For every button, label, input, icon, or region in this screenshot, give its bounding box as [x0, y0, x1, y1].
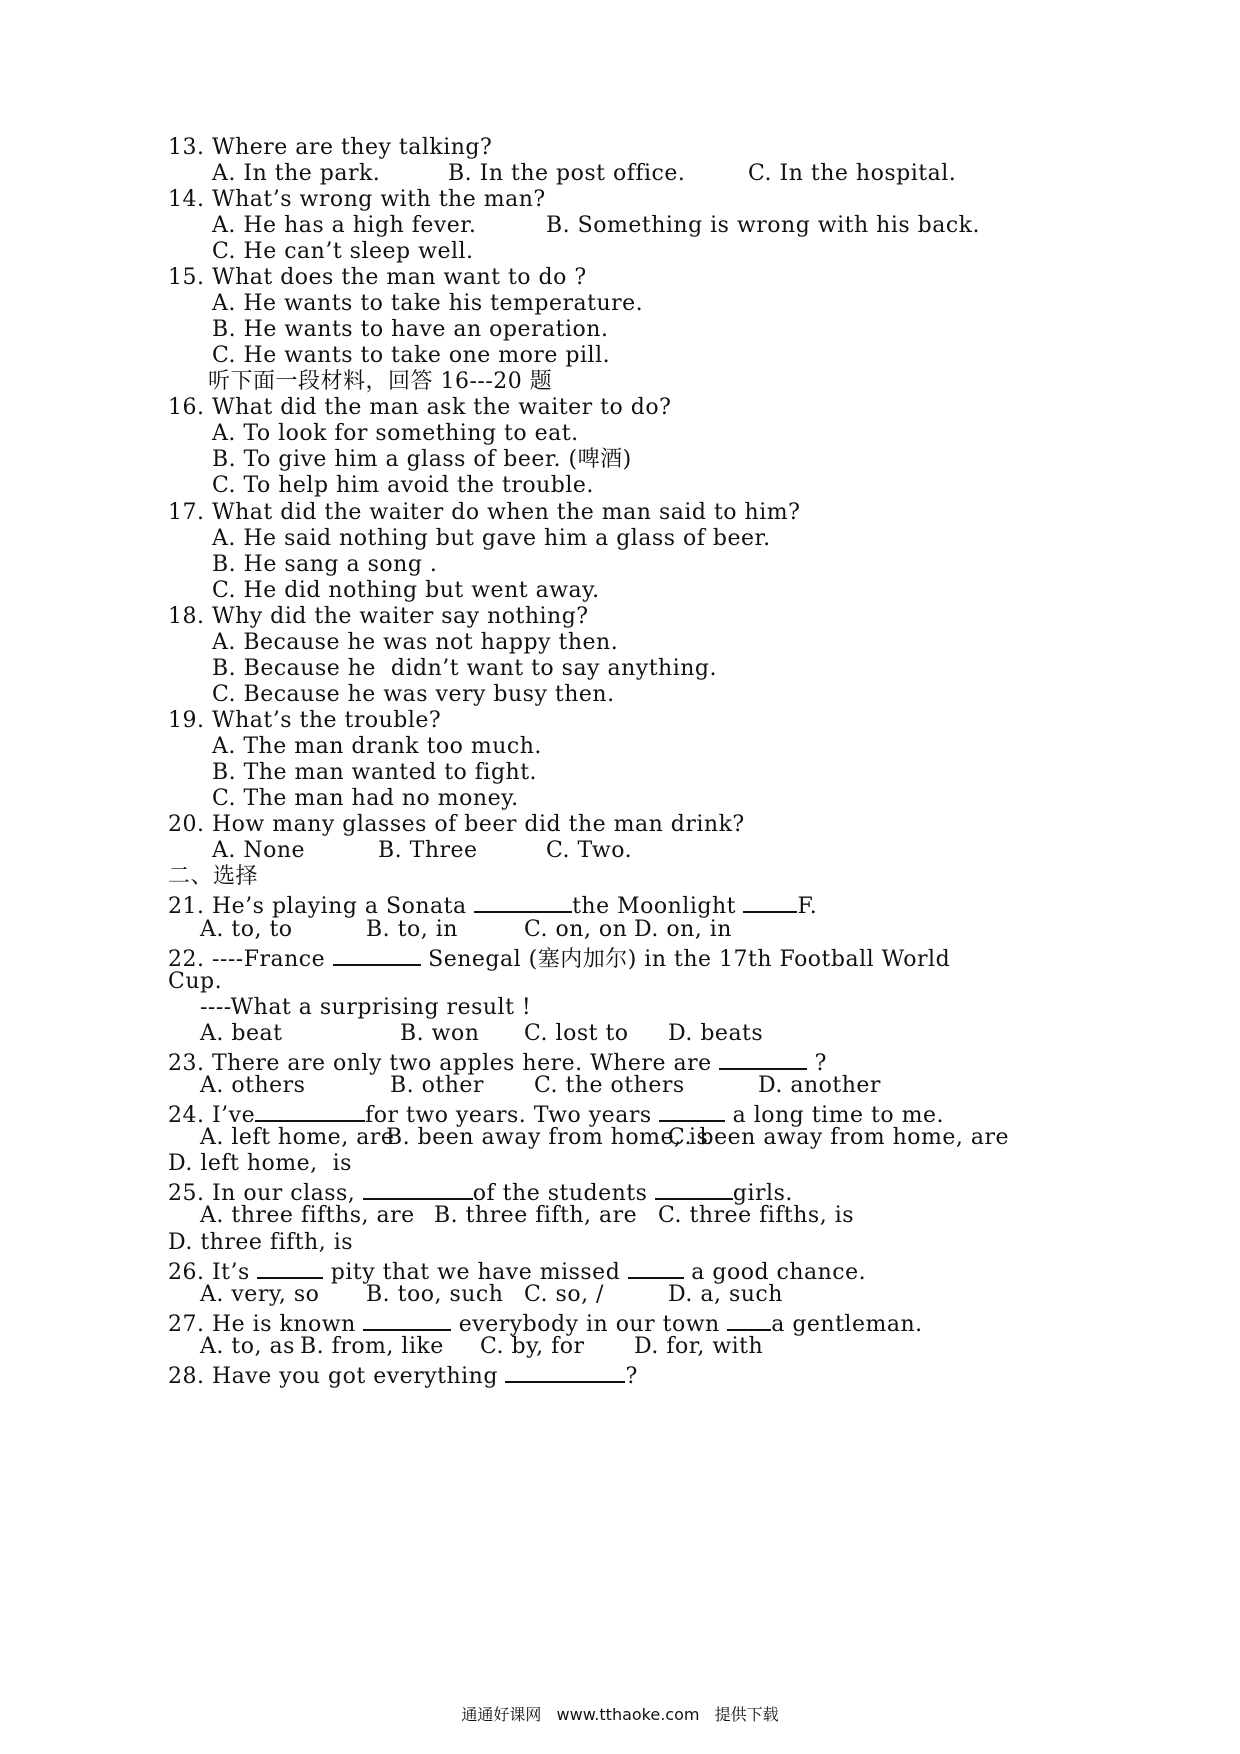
question-22-stem-cont: Cup. [168, 969, 223, 994]
question-26-option-a: A. very, so [200, 1282, 320, 1307]
question-21-option-d: D. on, in [634, 917, 732, 942]
question-26-option-c: C. so, / [524, 1282, 604, 1307]
question-27-option-b: B. from, like [300, 1334, 444, 1359]
question-17-option-a: A. He said nothing but gave him a glass of beer. [212, 526, 771, 551]
question-23-option-a: A. others [200, 1073, 306, 1098]
question-22-stem: 22. ----France Senegal (塞内加尔) in the 17th Football World [168, 942, 950, 974]
question-15-option-b: B. He wants to have an operation. [212, 317, 609, 342]
question-21-stem: 21. He’s playing a Sonata the Moonlight F. [168, 889, 817, 921]
question-21-option-c: C. on, on [524, 917, 628, 942]
question-21-option-b: B. to, in [366, 917, 458, 942]
question-26-option-d: D. a, such [668, 1282, 783, 1307]
question-27-option-a: A. to, as [200, 1334, 295, 1359]
question-25-option-a: A. three fifths, are [200, 1203, 415, 1228]
footer-url[interactable]: www.tthaoke.com [556, 1705, 700, 1724]
question-22-response: ----What a surprising result ! [200, 995, 532, 1020]
question-24-option-c: C. been away from home, are [668, 1125, 1009, 1150]
answer-blank[interactable] [719, 1046, 807, 1070]
question-19-stem: 19. What’s the trouble? [168, 708, 442, 733]
answer-blank[interactable] [363, 1307, 451, 1331]
page-footer [0, 1702, 1240, 1725]
answer-blank[interactable] [363, 1176, 473, 1200]
question-17-option-c: C. He did nothing but went away. [212, 578, 600, 603]
answer-blank[interactable] [474, 889, 572, 913]
question-24-option-b: B. been away from home, is [386, 1125, 709, 1150]
footer-site-name: 通通好课网 [461, 1705, 542, 1724]
question-13-stem: 13. Where are they talking? [168, 135, 493, 160]
section-instruction-16-20: 听下面一段材料，回答 16---20 题 [208, 369, 553, 394]
question-16-stem: 16. What did the man ask the waiter to do? [168, 395, 672, 420]
question-22-option-c: C. lost to [524, 1021, 629, 1046]
question-20-option-b: B. Three [378, 838, 478, 863]
question-25-option-b: B. three fifth, are [434, 1203, 638, 1228]
answer-blank[interactable] [659, 1098, 725, 1122]
question-27-stem: 27. He is known everybody in our town a gentleman. [168, 1307, 923, 1339]
question-20-option-c: C. Two. [546, 838, 633, 863]
question-25-option-c: C. three fifths, is [658, 1203, 855, 1228]
question-25-option-d: D. three fifth, is [168, 1230, 354, 1255]
question-18-stem: 18. Why did the waiter say nothing? [168, 604, 589, 629]
question-23-option-c: C. the others [534, 1073, 685, 1098]
answer-blank[interactable] [655, 1176, 733, 1200]
question-26-option-b: B. too, such [366, 1282, 504, 1307]
question-13-option-c: C. In the hospital. [748, 161, 957, 186]
question-27-option-c: C. by, for [480, 1334, 585, 1359]
question-20-stem: 20. How many glasses of beer did the man drink? [168, 812, 745, 837]
question-26-stem: 26. It’s pity that we have missed a good chance. [168, 1255, 866, 1287]
question-15-option-a: A. He wants to take his temperature. [212, 291, 644, 316]
question-24-stem: 24. I’ve for two years. Two years a long time to me. [168, 1098, 944, 1130]
question-18-option-a: A. Because he was not happy then. [212, 630, 619, 655]
question-13-option-b: B. In the post office. [448, 161, 686, 186]
question-14-stem: 14. What’s wrong with the man? [168, 187, 546, 212]
answer-blank[interactable] [257, 1255, 323, 1279]
answer-blank[interactable] [628, 1255, 684, 1279]
question-19-option-b: B. The man wanted to fight. [212, 760, 538, 785]
question-18-option-c: C. Because he was very busy then. [212, 682, 615, 707]
question-20-option-a: A. None [212, 838, 306, 863]
question-16-option-a: A. To look for something to eat. [212, 421, 579, 446]
question-28-stem: 28. Have you got everything ? [168, 1359, 638, 1391]
question-15-option-c: C. He wants to take one more pill. [212, 343, 611, 368]
question-14-option-b: B. Something is wrong with his back. [546, 213, 981, 238]
question-15-stem: 15. What does the man want to do ? [168, 265, 587, 290]
answer-blank[interactable] [333, 942, 421, 966]
footer-note: 提供下载 [714, 1705, 779, 1724]
answer-blank[interactable] [255, 1098, 365, 1122]
question-14-option-c: C. He can’t sleep well. [212, 239, 474, 264]
question-25-stem: 25. In our class, of the students girls. [168, 1176, 793, 1208]
question-23-stem: 23. There are only two apples here. Where are ? [168, 1046, 827, 1078]
question-22-option-b: B. won [400, 1021, 480, 1046]
question-24-option-d: D. left home, is [168, 1151, 352, 1176]
question-16-option-c: C. To help him avoid the trouble. [212, 473, 594, 498]
answer-blank[interactable] [743, 889, 797, 913]
question-19-option-a: A. The man drank too much. [212, 734, 542, 759]
section-2-heading: 二、选择 [168, 864, 259, 889]
question-18-option-b: B. Because he didn’t want to say anything. [212, 656, 717, 681]
question-22-option-d: D. beats [668, 1021, 764, 1046]
question-17-option-b: B. He sang a song . [212, 552, 438, 577]
question-19-option-c: C. The man had no money. [212, 786, 519, 811]
question-27-option-d: D. for, with [634, 1334, 764, 1359]
question-22-option-a: A. beat [200, 1021, 283, 1046]
question-23-option-d: D. another [758, 1073, 881, 1098]
answer-blank[interactable] [727, 1307, 771, 1331]
question-13-option-a: A. In the park. [212, 161, 381, 186]
question-14-option-a: A. He has a high fever. [212, 213, 477, 238]
question-24-option-a: A. left home, are [200, 1125, 395, 1150]
question-21-option-a: A. to, to [200, 917, 293, 942]
question-23-option-b: B. other [390, 1073, 484, 1098]
answer-blank[interactable] [505, 1359, 625, 1383]
question-16-option-b: B. To give him a glass of beer. (啤酒) [212, 447, 632, 472]
question-17-stem: 17. What did the waiter do when the man said to him? [168, 500, 801, 525]
